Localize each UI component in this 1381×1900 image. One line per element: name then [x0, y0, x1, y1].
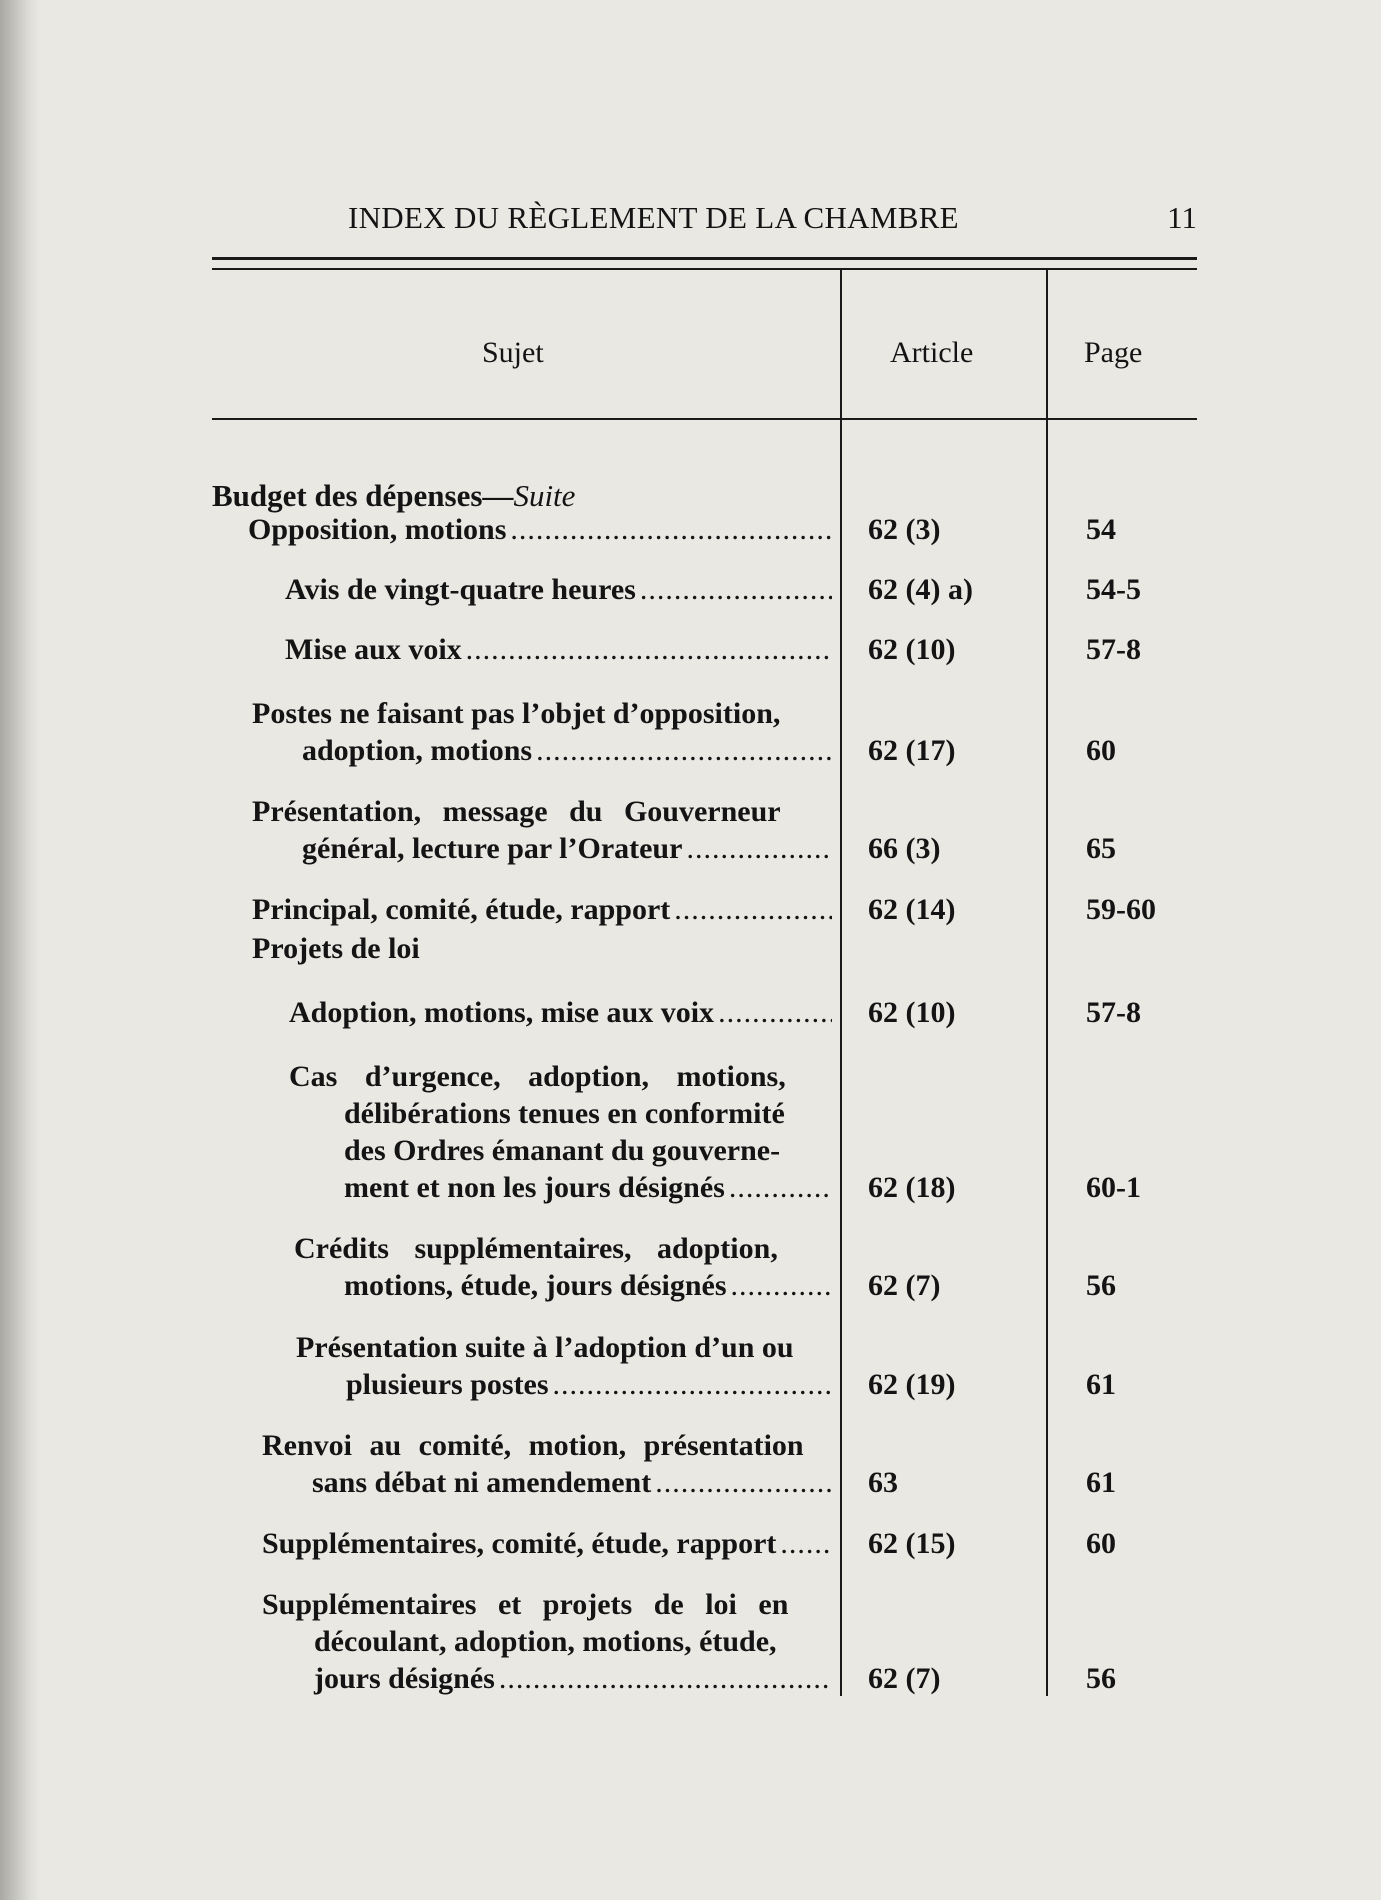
entry-text: Opposition, motions [248, 513, 507, 546]
column-header-article: Article [890, 336, 974, 369]
page-header [212, 200, 1197, 242]
entry-text: découlant, adoption, motions, étude, [314, 1625, 777, 1658]
column-divider-article [840, 270, 842, 1696]
entry-article: 62 (10) [868, 633, 956, 666]
entry-page: 61 [1086, 1466, 1116, 1499]
column-header-page: Page [1084, 336, 1143, 369]
section-title-suffix: Suite [513, 478, 576, 513]
entry-page: 56 [1086, 1269, 1116, 1302]
column-header-rule [212, 418, 1197, 420]
entry-text: sans débat ni amendement [312, 1466, 652, 1499]
entry-article: 62 (15) [868, 1527, 956, 1560]
page-title: INDEX DU RÈGLEMENT DE LA CHAMBRE [348, 200, 959, 235]
entry-page: 60 [1086, 734, 1116, 767]
entry-page: 56 [1086, 1662, 1116, 1695]
index-entry [262, 1429, 834, 1503]
index-entry [252, 893, 834, 930]
index-entry [252, 795, 834, 869]
header-rule-secondary [212, 268, 1197, 270]
section-title [212, 478, 575, 514]
index-entry [285, 633, 834, 670]
leader-dots [780, 1527, 832, 1561]
entry-text: Mise aux voix [285, 633, 462, 666]
entry-text: Projets de loi [252, 932, 420, 965]
entry-article: 62 (10) [868, 996, 956, 1029]
leader-dots [499, 1662, 832, 1696]
entry-text: Présentation suite à l’adoption d’un ou [296, 1331, 794, 1364]
entry-article: 62 (3) [868, 513, 941, 546]
entry-page: 57-8 [1086, 633, 1141, 666]
entry-article: 62 (4) a) [868, 573, 973, 606]
entry-article: 62 (17) [868, 734, 956, 767]
leader-dots [655, 1466, 832, 1500]
entry-text: motions, étude, jours désignés [344, 1269, 727, 1302]
entry-text: Renvoi au comité, motion, présentation [262, 1429, 804, 1462]
entry-text: Supplémentaires et projets de loi en [262, 1588, 789, 1621]
entry-page: 57-8 [1086, 996, 1141, 1029]
entry-article: 62 (18) [868, 1171, 956, 1204]
entry-text: général, lecture par l’Orateur [302, 832, 683, 865]
entry-text: adoption, motions [302, 734, 533, 767]
entry-article: 66 (3) [868, 832, 941, 865]
column-divider-page [1046, 270, 1048, 1696]
entry-text: des Ordres émanant du gouverne- [344, 1134, 781, 1167]
index-entry [285, 573, 834, 610]
entry-text: Adoption, motions, mise aux voix [289, 996, 715, 1029]
entry-page: 54-5 [1086, 573, 1141, 606]
entry-text: ment et non les jours désignés [344, 1171, 725, 1204]
index-entry [294, 1232, 834, 1306]
leader-dots [640, 573, 832, 607]
entry-text: Présentation, message du Gouverneur [252, 795, 781, 828]
entry-page: 59-60 [1086, 893, 1156, 926]
entry-text: Crédits supplémentaires, adoption, [294, 1232, 778, 1265]
index-entry [252, 932, 834, 969]
entry-page: 65 [1086, 832, 1116, 865]
index-entry [248, 513, 834, 550]
entry-article: 62 (14) [868, 893, 956, 926]
entry-text: jours désignés [314, 1662, 495, 1695]
index-entry [289, 1060, 834, 1208]
entry-article: 62 (7) [868, 1662, 941, 1695]
entry-text: Cas d’urgence, adoption, motions, [289, 1060, 786, 1093]
section-title-text: Budget des dépenses— [212, 478, 514, 513]
leader-dots [553, 1368, 832, 1402]
entry-text: Principal, comité, étude, rapport [252, 893, 671, 926]
leader-dots [718, 996, 832, 1030]
entry-text: Supplémentaires, comité, étude, rapport [262, 1527, 777, 1560]
entry-page: 61 [1086, 1368, 1116, 1401]
entry-article: 63 [868, 1466, 898, 1499]
leader-dots [686, 832, 832, 866]
entry-page: 60-1 [1086, 1171, 1141, 1204]
index-entry [296, 1331, 834, 1405]
index-entry [289, 996, 834, 1033]
entry-page: 60 [1086, 1527, 1116, 1560]
header-rule [212, 257, 1197, 260]
entry-page: 54 [1086, 513, 1116, 546]
index-entry [262, 1588, 834, 1699]
entry-article: 62 (19) [868, 1368, 956, 1401]
leader-dots [510, 513, 832, 547]
index-entry [252, 697, 834, 771]
leader-dots [731, 1269, 832, 1303]
leader-dots [466, 633, 832, 667]
entry-text: plusieurs postes [346, 1368, 549, 1401]
leader-dots [536, 734, 832, 768]
entry-text: Postes ne faisant pas l’objet d’opposition, [252, 697, 781, 730]
entry-text: Avis de vingt-quatre heures [285, 573, 636, 606]
entry-text: délibérations tenues en conformité [344, 1097, 785, 1130]
entry-article: 62 (7) [868, 1269, 941, 1302]
leader-dots [674, 893, 832, 927]
page-edge-shadow [0, 0, 40, 1900]
column-header-sujet: Sujet [482, 336, 544, 369]
leader-dots [729, 1171, 832, 1205]
index-entry [262, 1527, 834, 1564]
page-number: 11 [1167, 200, 1197, 235]
